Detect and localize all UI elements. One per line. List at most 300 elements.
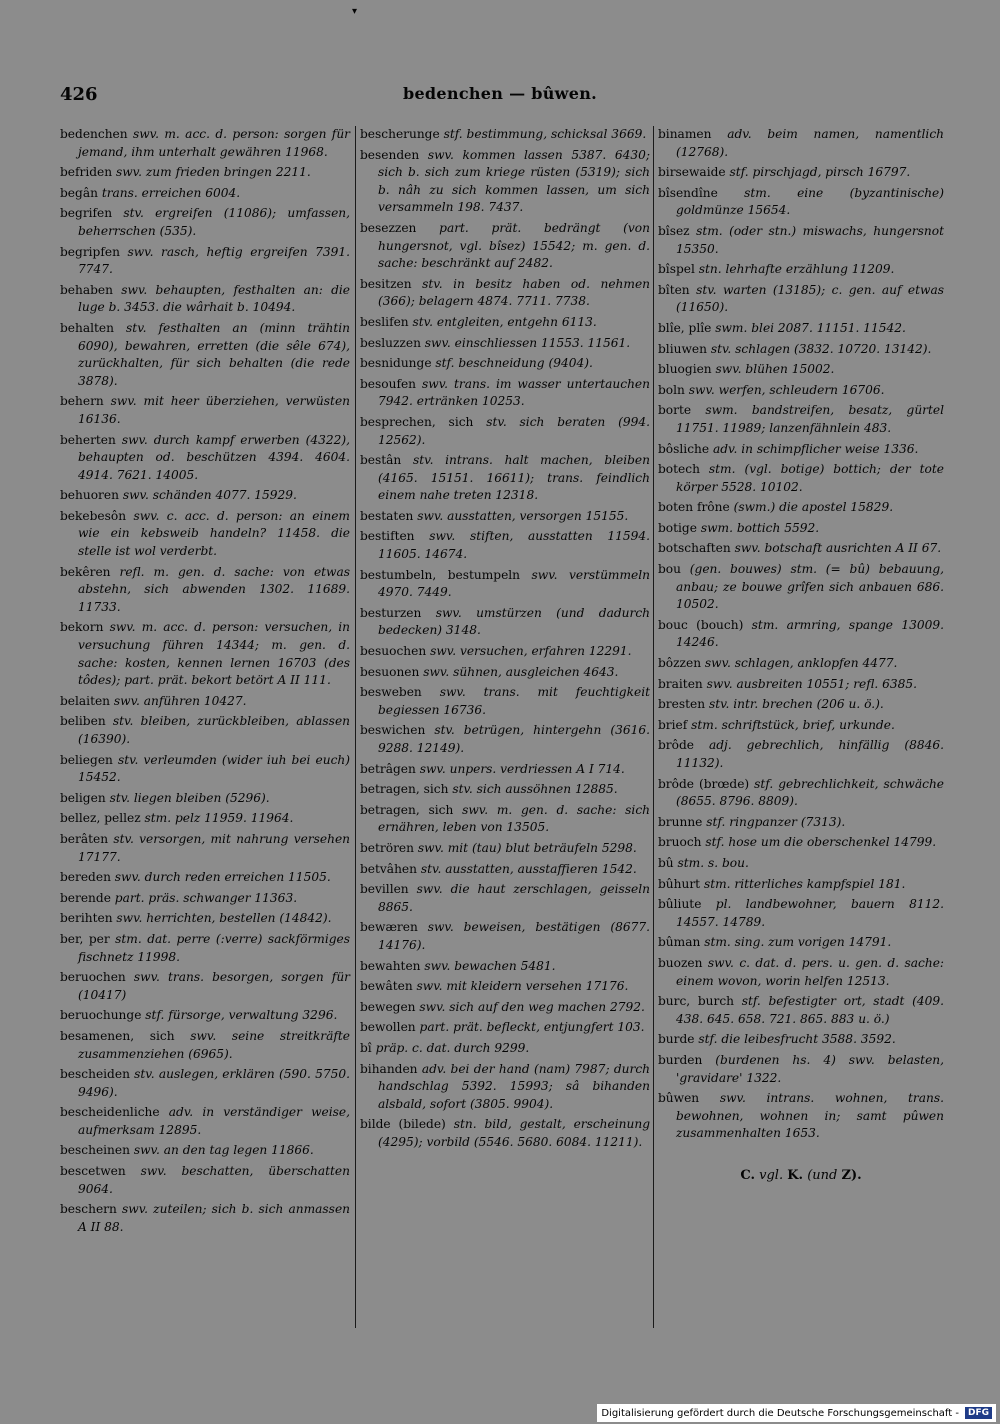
dictionary-entry — [360, 1019, 650, 1037]
dictionary-entry — [658, 282, 944, 317]
headword: berâten — [60, 831, 109, 846]
dictionary-entry — [360, 528, 650, 563]
definition: adv. bei der hand (nam) 7987; durch handschlag 5392. 15993; sâ bihanden alsbald, sofort (3805. 9904). — [378, 1061, 650, 1111]
dictionary-entry — [658, 320, 944, 338]
definition: swv. umstürzen (und dadurch bedecken) 3148. — [378, 605, 651, 638]
definition: swv. verstümmeln 4970. 7449. — [378, 567, 650, 600]
headword: beliegen — [60, 752, 113, 767]
dictionary-entry — [60, 508, 350, 561]
dictionary-entry — [360, 567, 650, 602]
dictionary-entry — [60, 752, 350, 787]
dictionary-entry — [60, 432, 350, 485]
definition: stv. intr. brechen (206 u. ö.). — [708, 697, 884, 712]
definition: stf. die leibesfrucht 3588. 3592. — [698, 1032, 896, 1047]
headword: brunne — [658, 814, 703, 829]
headword: besluzzen — [360, 335, 421, 350]
headword: burc, burch — [658, 994, 735, 1009]
definition: stf. befestigter ort, stadt (409. 438. 645. 658. 721. 865. 883 u. ö.) — [676, 994, 944, 1026]
note-text: vgl. — [759, 1167, 784, 1183]
headword: bîspel — [658, 262, 695, 277]
headword: bluogien — [658, 362, 712, 377]
dictionary-entry — [360, 126, 650, 144]
dictionary-entry — [658, 1031, 944, 1049]
definition: stm. eine (byzantinische) goldmünze 15654. — [676, 185, 945, 218]
dictionary-entry — [360, 414, 650, 449]
definition: stv. in besitz haben od. nehmen (366); belagern 4874. 7711. 7738. — [378, 276, 651, 309]
headword: betvâhen — [360, 861, 417, 876]
definition: swm. bottich 5592. — [700, 520, 820, 535]
definition: stn. lehrhafte erzählung 11209. — [698, 262, 895, 277]
note-und: (und — [807, 1167, 838, 1183]
dictionary-entry — [360, 376, 650, 411]
definition: (gen. bouwes) stm. (= bû) bebauung, anbau; ze bouwe grîfen sich anbauen 686. 10502. — [676, 562, 945, 612]
definition: swv. mit (tau) blut beträufeln 5298. — [417, 840, 637, 855]
definition: swv. trans. im wasser untertauchen 7942. ertränken 10253. — [378, 376, 650, 409]
dictionary-entry — [658, 655, 944, 673]
headword: besitzen — [360, 276, 412, 291]
definition: swv. ausbreiten 10551; refl. 6385. — [706, 676, 918, 691]
definition: swv. m. acc. d. person: sorgen für jemand, ihm unterhalt gewähren 11968. — [78, 127, 350, 159]
headword: bewâten — [360, 979, 413, 994]
headword: bescheiden — [60, 1067, 130, 1082]
headword: bewollen — [360, 1020, 416, 1035]
headword: botech — [658, 462, 700, 477]
definition: trans. erreichen 6004. — [101, 185, 241, 200]
headword: binamen — [658, 127, 712, 141]
definition: stv. auslegen, erklären (590. 5750. 9496). — [78, 1067, 351, 1099]
dictionary-entry — [658, 696, 944, 714]
definition: swm. bandstreifen, besatz, gürtel 11751. 11989; lanzenfähnlein 483. — [676, 403, 944, 435]
dictionary-entry — [360, 452, 650, 505]
running-title: bedenchen — bûwen. — [402, 84, 598, 103]
headword: besuochen — [360, 644, 427, 659]
definition: adv. in schimpflicher weise 1336. — [712, 441, 919, 456]
definition: swv. anführen 10427. — [113, 693, 247, 708]
definition: stf. bestimmung, schicksal 3669. — [443, 127, 647, 141]
column-2 — [360, 126, 650, 1154]
headword: bedenchen — [60, 127, 128, 141]
definition: swv. versuchen, erfahren 12291. — [430, 644, 632, 659]
definition: stf. hose um die oberschenkel 14799. — [705, 835, 937, 850]
dictionary-entry — [658, 934, 944, 952]
dictionary-entry — [60, 1028, 350, 1063]
dictionary-entry — [658, 876, 944, 894]
dictionary-entry — [60, 931, 350, 966]
dictionary-entry — [60, 393, 350, 428]
headword: bewæren — [360, 920, 418, 935]
headword: blîe, plîe — [658, 320, 712, 335]
headword: behaben — [60, 282, 113, 297]
dictionary-entry — [360, 1040, 650, 1058]
definition: swv. durch reden erreichen 11505. — [114, 870, 331, 885]
headword: bevillen — [360, 882, 409, 897]
definition: stf. gebrechlichkeit, schwäche (8655. 8796. 8809). — [676, 776, 944, 809]
definition: stf. beschneidung (9404). — [435, 356, 593, 371]
headword: begân — [60, 185, 98, 200]
headword: behalten — [60, 320, 114, 335]
headword: beslifen — [360, 314, 409, 329]
headword: besenden — [360, 147, 420, 162]
dictionary-entry — [360, 761, 650, 779]
headword: bescheinen — [60, 1143, 130, 1158]
headword: botschaften — [658, 541, 731, 556]
headword: bihanden — [360, 1061, 418, 1076]
definition: part. prät. bedrängt (von hungersnot, vgl. bîsez) 15542; m. gen. d. sache: beschränkt auf 2482. — [378, 220, 650, 271]
headword: besturzen — [360, 605, 422, 620]
headword: bû — [658, 855, 674, 870]
dictionary-entry — [60, 1066, 350, 1101]
definition: swv. m. acc. d. person: versuchen, in versuchung führen 14344; m. gen. d. sache: kosten, kennen lernen 16703 (des tôdes); part. prät. bekort betört A II 111. — [78, 620, 351, 688]
dictionary-entry — [60, 1201, 350, 1236]
headword: burde — [658, 1032, 695, 1047]
dictionary-entry — [360, 840, 650, 858]
dictionary-entry — [360, 978, 650, 996]
definition: swv. intrans. wohnen, trans. bewohnen, wohnen in; samt pûwen zusammenhalten 1653. — [676, 1091, 944, 1141]
definition: stf. ringpanzer (7313). — [706, 814, 846, 829]
definition: stm. ritterliches kampfspiel 181. — [703, 876, 906, 891]
dictionary-entry — [658, 896, 944, 931]
dictionary-entry — [60, 205, 350, 240]
definition: adv. in verständiger weise, aufmerksam 12895. — [78, 1105, 350, 1137]
definition: swv. durch kampf erwerben (4322), behaupten od. beschützen 4394. 4604. 4914. 7621. 14005. — [78, 432, 350, 482]
definition: stv. betrügen, hintergehn (3616. 9288. 12149). — [378, 723, 650, 755]
dictionary-entry — [658, 461, 944, 496]
dictionary-entry — [60, 619, 350, 689]
headword: bîsez — [658, 223, 690, 238]
definition: swv. die haut zerschlagen, geisseln 8865. — [378, 882, 650, 914]
dictionary-entry — [360, 919, 650, 954]
headword: bôzzen — [658, 656, 702, 671]
headword: besamenen, sich — [60, 1028, 175, 1043]
definition: stv. liegen bleiben (5296). — [109, 790, 270, 805]
headword: beruochen — [60, 970, 126, 985]
definition: swv. behaupten, festhalten an: die luge b. 3453. die wârhait b. 10494. — [78, 282, 350, 315]
definition: stv. bleiben, zurückbleiben, ablassen (16390). — [78, 714, 351, 746]
headword: bewahten — [360, 958, 421, 973]
headword: brief — [658, 717, 688, 732]
dictionary-entry — [658, 814, 944, 832]
footer-text: Digitalisierung gefördert durch die Deutsche Forschungsgemeinschaft - — [601, 1407, 959, 1419]
definition: swv. schlagen, anklopfen 4477. — [704, 656, 898, 671]
headword: bescheidenliche — [60, 1105, 160, 1120]
dictionary-entry — [658, 185, 944, 220]
definition: swv. zuteilen; sich b. sich anmassen A II 88. — [78, 1202, 350, 1234]
headword: beruochunge — [60, 1008, 142, 1023]
dictionary-entry — [658, 520, 944, 538]
headword: bewegen — [360, 999, 416, 1014]
definition: swv. herrichten, bestellen (14842). — [116, 911, 332, 926]
dictionary-entry — [60, 1142, 350, 1160]
dictionary-entry — [60, 1163, 350, 1198]
dictionary-entry — [360, 664, 650, 682]
headword: boln — [658, 382, 685, 397]
definition: stv. versorgen, mit nahrung versehen 17177. — [78, 831, 351, 864]
definition: swv. kommen lassen 5387. 6430; sich b. sich zum kriege rüsten (5319); sich b. nâh zu sich kommen lassen, um sich versammeln 198. 7437. — [378, 147, 651, 215]
headword: ber, per — [60, 931, 110, 946]
headword: bescetwen — [60, 1164, 126, 1179]
dictionary-entry — [60, 1104, 350, 1139]
definition: stv. sich beraten (994. 12562). — [378, 414, 651, 447]
dictionary-entry — [658, 540, 944, 558]
definition: stm. pelz 11959. 11964. — [144, 811, 294, 826]
column-3 — [658, 126, 944, 1184]
definition: swv. botschaft ausrichten A II 67. — [734, 541, 942, 556]
headword: bouc (bouch) — [658, 617, 744, 632]
headword: bekêren — [60, 564, 111, 579]
definition: präp. c. dat. durch 9299. — [375, 1040, 530, 1055]
dictionary-entry — [360, 643, 650, 661]
dictionary-entry — [60, 810, 350, 828]
dictionary-entry — [360, 999, 650, 1017]
dictionary-entry — [360, 958, 650, 976]
definition: swv. blühen 15002. — [715, 362, 835, 377]
dictionary-entry — [658, 834, 944, 852]
dictionary-entry — [658, 261, 944, 279]
headword: beherten — [60, 432, 116, 447]
definition: stv. ergreifen (11086); umfassen, beherrschen (535). — [78, 206, 350, 238]
dictionary-entry — [60, 164, 350, 182]
headword: bûliute — [658, 897, 702, 912]
headword: bou — [658, 562, 681, 577]
definition: swv. c. dat. d. pers. u. gen. d. sache: einem wovon, worin helfen 12513. — [676, 955, 945, 988]
headword: besuonen — [360, 664, 420, 679]
definition: swm. blei 2087. 11151. 11542. — [715, 320, 906, 335]
column-1 — [60, 126, 350, 1239]
column-divider — [653, 126, 654, 1328]
dictionary-entry — [360, 861, 650, 879]
definition: refl. m. gen. d. sache: von etwas abstehn, sich abwenden 1302. 11689. 11733. — [78, 564, 351, 614]
dictionary-entry — [658, 402, 944, 437]
dictionary-entry — [60, 564, 350, 617]
definition: stm. armring, spange 13009. 14246. — [676, 617, 944, 650]
definition: stm. s. bou. — [677, 855, 749, 870]
dictionary-entry — [360, 147, 650, 217]
definition: stv. ausstatten, ausstaffieren 1542. — [420, 861, 637, 876]
definition: part. prät. befleckt, entjungfert 103. — [419, 1020, 645, 1035]
dictionary-entry — [360, 1061, 650, 1114]
definition: pl. landbewohner, bauern 8112. 14557. 14789. — [676, 897, 945, 929]
dictionary-entry — [658, 1090, 944, 1143]
dictionary-entry — [360, 781, 650, 799]
definition: (swm.) die apostel 15829. — [733, 500, 894, 515]
definition: stv. entgleiten, entgehn 6113. — [412, 314, 597, 329]
dictionary-entry — [658, 955, 944, 990]
dictionary-entry — [658, 676, 944, 694]
definition: swv. c. acc. d. person: an einem wie ein kebsweib handeln? 11458. die stelle ist wol verderbt. — [78, 508, 350, 559]
definition: swv. rasch, heftig ergreifen 7391. 7747. — [78, 244, 350, 277]
headword: borte — [658, 403, 692, 418]
headword: behern — [60, 394, 104, 409]
dictionary-entry — [360, 276, 650, 311]
headword: beschern — [60, 1202, 117, 1217]
definition: swv. schänden 4077. 15929. — [122, 488, 297, 503]
headword: bresten — [658, 697, 706, 712]
definition: swv. werfen, schleudern 16706. — [688, 382, 885, 397]
dictionary-entry — [60, 831, 350, 866]
headword: behuoren — [60, 488, 119, 503]
headword: bûwen — [658, 1091, 700, 1106]
headword: bliuwen — [658, 341, 707, 356]
headword: botige — [658, 520, 697, 535]
headword: bekorn — [60, 620, 104, 635]
cross-reference-note — [658, 1167, 944, 1185]
page-number: 426 — [60, 84, 98, 105]
headword: begrifen — [60, 206, 113, 221]
definition: swv. an den tag legen 11866. — [133, 1143, 314, 1158]
dictionary-entry — [360, 722, 650, 757]
headword: brôde — [658, 738, 694, 753]
dfg-logo: DFG — [965, 1407, 992, 1419]
definition: swv. trans. mit feuchtigkeit begiessen 16736. — [378, 685, 650, 717]
headword: beligen — [60, 790, 106, 805]
column-divider — [355, 126, 356, 1328]
definition: stn. bild, gestalt, erscheinung (4295); vorbild (5546. 5680. 6084. 11211). — [378, 1117, 650, 1149]
definition: adv. beim namen, namentlich (12768). — [676, 127, 944, 159]
definition: swv. zum frieden bringen 2211. — [116, 165, 311, 180]
dictionary-entry — [658, 855, 944, 873]
headword: bestaten — [360, 508, 414, 523]
headword: betrâgen — [360, 761, 416, 776]
definition: swv. mit kleidern versehen 17176. — [416, 979, 629, 994]
dictionary-entry — [360, 802, 650, 837]
headword: bûhurt — [658, 876, 701, 891]
dictionary-entry — [60, 713, 350, 748]
dictionary-entry — [658, 441, 944, 459]
definition: stv. intrans. halt machen, bleiben (4165. 15151. 16611); trans. feindlich einem nahe treten 12318. — [378, 453, 650, 503]
headword: boten frône — [658, 500, 730, 515]
headword: besprechen, sich — [360, 414, 474, 429]
headword: buozen — [658, 955, 703, 970]
headword: bûman — [658, 935, 701, 950]
definition: stv. festhalten an (minn trähtin 6090), bewahren, erretten (die sêle 674), zurückhalten, für sich behalten (die rede 3878). — [78, 320, 350, 388]
headword: besoufen — [360, 376, 417, 391]
definition: stv. schlagen (3832. 10720. 13142). — [710, 341, 932, 356]
headword: bescherunge — [360, 127, 440, 141]
dictionary-entry — [60, 282, 350, 317]
dictionary-entry — [60, 910, 350, 928]
dictionary-entry — [658, 717, 944, 735]
definition: stm. dat. perre (:verre) sackförmiges fischnetz 11998. — [78, 931, 351, 964]
dictionary-entry — [360, 355, 650, 373]
definition: swv. seine streitkräfte zusammenziehen (6965). — [78, 1028, 350, 1061]
definition: adj. gebrechlich, hinfällig (8846. 11132). — [676, 738, 945, 770]
headword: begripfen — [60, 244, 120, 259]
dictionary-entry — [360, 335, 650, 353]
dictionary-entry — [60, 790, 350, 808]
dictionary-entry — [60, 185, 350, 203]
definition: stm. (oder stn.) miswachs, hungersnot 15350. — [676, 223, 944, 256]
headword: bestân — [360, 453, 402, 468]
definition: swv. stiften, ausstatten 11594. 11605. 14674. — [378, 529, 651, 562]
dictionary-entry — [658, 561, 944, 614]
definition: swv. m. gen. d. sache: sich ernähren, leben von 13505. — [378, 802, 650, 835]
dictionary-entry — [60, 126, 350, 161]
dictionary-entry — [60, 1007, 350, 1025]
dictionary-entry — [360, 508, 650, 526]
headword: braiten — [658, 676, 703, 691]
headword: betrören — [360, 840, 414, 855]
headword: befriden — [60, 165, 113, 180]
note-letter: C. — [740, 1167, 755, 1183]
dictionary-entry — [658, 1052, 944, 1087]
headword: bestiften — [360, 529, 415, 544]
headword: betragen, sich — [360, 802, 454, 817]
dictionary-entry — [360, 314, 650, 332]
note-z: Z). — [841, 1167, 862, 1183]
definition: swv. einschliessen 11553. 11561. — [424, 335, 631, 350]
definition: stv. sich aussöhnen 12885. — [452, 782, 618, 797]
headword: bestumbeln, bestumpeln — [360, 567, 521, 582]
dictionary-entry — [60, 890, 350, 908]
definition: swv. sühnen, ausgleichen 4643. — [423, 664, 619, 679]
dictionary-entry — [60, 244, 350, 279]
dictionary-entry — [60, 487, 350, 505]
headword: betragen, sich — [360, 782, 449, 797]
definition: (burdenen hs. 4) swv. belasten, 'gravidare' 1322. — [676, 1052, 945, 1085]
dictionary-entry — [658, 737, 944, 772]
definition: stm. sing. zum vorigen 14791. — [704, 935, 892, 950]
definition: swv. trans. besorgen, sorgen für (10417) — [78, 970, 350, 1002]
definition: swv. ausstatten, versorgen 15155. — [417, 508, 629, 523]
definition: swv. bewachen 5481. — [424, 958, 556, 973]
headword: bî — [360, 1040, 372, 1055]
definition: swv. mit heer überziehen, verwüsten 16136. — [78, 394, 350, 426]
dictionary-entry — [360, 1116, 650, 1151]
definition: stv. warten (13185); c. gen. auf etwas (11650). — [676, 282, 944, 315]
dictionary-entry — [360, 220, 650, 273]
headword: berende — [60, 890, 111, 905]
headword: bôsliche — [658, 441, 710, 456]
definition: stf. pirschjagd, pirsch 16797. — [729, 165, 911, 180]
headword: besezzen — [360, 220, 417, 235]
note-k: K. — [787, 1167, 804, 1183]
dictionary-entry — [658, 164, 944, 182]
dictionary-entry — [658, 499, 944, 517]
dictionary-entry — [60, 320, 350, 390]
definition: stm. schriftstück, brief, urkunde. — [691, 717, 895, 732]
dictionary-entry — [60, 869, 350, 887]
headword: bereden — [60, 870, 111, 885]
dictionary-entry — [658, 776, 944, 811]
headword: beliben — [60, 714, 106, 729]
headword: birsewaide — [658, 165, 726, 180]
dictionary-entry — [658, 993, 944, 1028]
headword: bîsendîne — [658, 185, 718, 200]
definition: swv. beweisen, bestätigen (8677. 14176). — [378, 920, 651, 952]
dictionary-entry — [658, 361, 944, 379]
headword: berihten — [60, 911, 113, 926]
dictionary-entry — [658, 617, 944, 652]
dictionary-entry — [658, 126, 944, 161]
dictionary-entry — [360, 684, 650, 719]
headword: bekebesôn — [60, 508, 127, 523]
headword: bruoch — [658, 835, 702, 850]
definition: swv. sich auf den weg machen 2792. — [419, 999, 645, 1014]
headword: besweben — [360, 685, 422, 700]
headword: belaiten — [60, 693, 111, 708]
headword: bilde (bilede) — [360, 1117, 446, 1132]
definition: swv. unpers. verdriessen A I 714. — [419, 761, 625, 776]
definition: stm. (vgl. botige) bottich; der tote körper 5528. 10102. — [676, 462, 945, 494]
dictionary-entry — [658, 382, 944, 400]
dictionary-entry — [658, 341, 944, 359]
headword: besnidunge — [360, 356, 432, 371]
dictionary-entry — [60, 969, 350, 1004]
footer-credit — [597, 1404, 996, 1422]
dictionary-entry — [60, 693, 350, 711]
headword: burden — [658, 1052, 703, 1067]
definition: stv. verleumden (wider iuh bei euch) 15452. — [78, 752, 351, 785]
